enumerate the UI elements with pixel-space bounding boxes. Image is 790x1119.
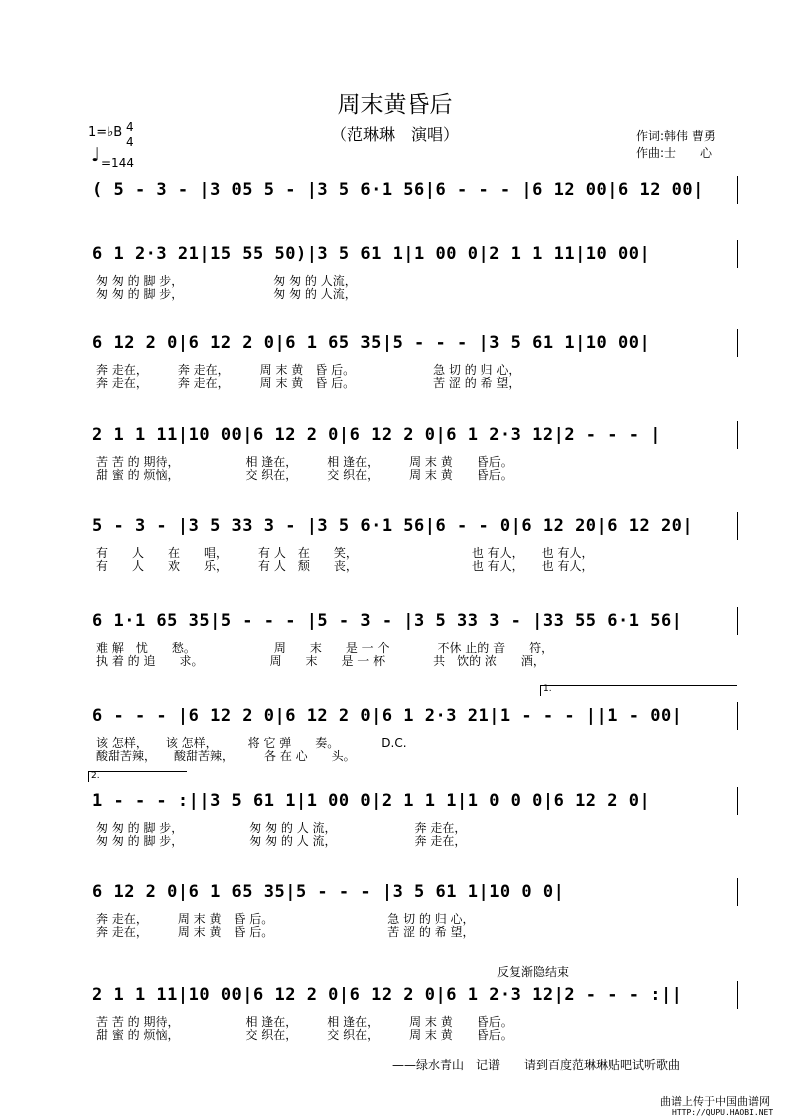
time-signature-top: 4	[126, 120, 134, 134]
lyric-line-verse-1: 奔 走在， 周 末 黄 昏 后。 急 切 的 归 心，	[96, 912, 475, 926]
lyric-line-verse-1: 匆 匆 的 脚 步， 匆 匆 的 人 流， 奔 走在，	[96, 821, 467, 835]
barline	[737, 329, 738, 357]
lyric-line-verse-2: 执 着 的 追 求。 周 末 是 一 杯 共 饮的 浓 酒，	[96, 654, 545, 668]
lyric-line-verse-1: 难 解 忧 愁。 周 末 是 一 个 不休 止的 音 符，	[96, 641, 554, 655]
barline	[737, 787, 738, 815]
performer-subtitle: （范琳琳 演唱）	[330, 125, 459, 144]
tempo-marking: =144	[101, 156, 134, 170]
barline	[737, 240, 738, 268]
notation-row: ( 5 - 3 - |3 05 5 - |3 5 6·1 56|6 - - - |6 12 00|6 12 00|	[92, 180, 704, 200]
notation-row: 2 1 1 11|10 00|6 12 2 0|6 12 2 0|6 1 2·3 12|2 - - - |	[92, 425, 661, 445]
notation-row: 6 - - - |6 12 2 0|6 12 2 0|6 1 2·3 21|1 - - - ||1 - 00|	[92, 706, 683, 726]
volta-label-1: 1.	[543, 684, 552, 694]
key-signature: 1=♭B	[88, 125, 123, 140]
volta-label-2: 2.	[91, 771, 100, 781]
barline	[737, 421, 738, 449]
quarter-note-icon: ♩	[91, 144, 100, 166]
time-signature	[126, 120, 134, 150]
barline	[737, 702, 738, 730]
lyric-line-verse-2: 酸甜苦辣， 酸甜苦辣， 各 在 心 头。	[96, 749, 356, 763]
watermark-url: HTTP://QUPU.HAOBI.NET	[672, 1108, 774, 1117]
lyric-line-verse-2: 甜 蜜 的 烦恼， 交 织在， 交 织在， 周 末 黄 昏后。	[96, 1028, 513, 1042]
lyric-line-verse-2: 奔 走在， 周 末 黄 昏 后。 苦 涩 的 希 望，	[96, 925, 475, 939]
page-title: 周末黄昏后	[337, 92, 453, 118]
barline	[737, 607, 738, 635]
barline	[737, 981, 738, 1009]
notation-row: 1 - - - :||3 5 61 1|1 00 0|2 1 1 1|1 0 0 0|6 12 2 0|	[92, 791, 651, 811]
notation-row: 2 1 1 11|10 00|6 12 2 0|6 12 2 0|6 1 2·3 12|2 - - - :||	[92, 985, 683, 1005]
footer-credit: ——绿水青山 记谱 请到百度范琳琳贴吧试听歌曲	[392, 1058, 681, 1072]
lyricist-credit: 作词:韩伟 曹勇	[636, 129, 716, 143]
lyric-line-verse-2: 奔 走在， 奔 走在， 周 末 黄 昏 后。 苦 涩 的 希 望，	[96, 376, 521, 390]
barline	[737, 512, 738, 540]
notation-row: 6 1 2·3 21|15 55 50)|3 5 61 1|1 00 0|2 1 1 11|10 00|	[92, 244, 651, 264]
lyric-line-verse-2: 有 人 欢 乐， 有 人 颓 丧， 也 有人， 也 有人，	[96, 559, 594, 573]
notation-row: 6 12 2 0|6 1 65 35|5 - - - |3 5 61 1|10 0 0|	[92, 882, 565, 902]
lyric-line-verse-1: 该 怎样， 该 怎样， 将 它 弹 奏。 D.C.	[96, 736, 407, 750]
lyric-line-verse-1: 苦 苦 的 期待， 相 逢在， 相 逢在， 周 末 黄 昏后。	[96, 1015, 513, 1029]
lyric-line-verse-1: 匆 匆 的 脚 步， 匆 匆 的 人流，	[96, 274, 357, 288]
notation-row: 6 12 2 0|6 12 2 0|6 1 65 35|5 - - - |3 5 61 1|10 00|	[92, 333, 651, 353]
watermark-text: 曲谱上传于中国曲谱网	[660, 1095, 770, 1108]
lyric-line-verse-2: 匆 匆 的 脚 步， 匆 匆 的 人 流， 奔 走在，	[96, 834, 467, 848]
notation-row: 5 - 3 - |3 5 33 3 - |3 5 6·1 56|6 - - 0|6 12 20|6 12 20|	[92, 516, 694, 536]
lyric-line-verse-1: 奔 走在， 奔 走在， 周 末 黄 昏 后。 急 切 的 归 心，	[96, 363, 521, 377]
time-signature-bottom: 4	[126, 135, 134, 149]
fade-out-annotation: 反复渐隐结束	[497, 965, 570, 979]
lyric-line-verse-2: 甜 蜜 的 烦恼， 交 织在， 交 织在， 周 末 黄 昏后。	[96, 468, 513, 482]
lyric-line-verse-2: 匆 匆 的 脚 步， 匆 匆 的 人流，	[96, 287, 357, 301]
lyric-line-verse-1: 苦 苦 的 期待， 相 逢在， 相 逢在， 周 末 黄 昏后。	[96, 455, 513, 469]
credits	[636, 128, 716, 162]
notation-row: 6 1·1 65 35|5 - - - |5 - 3 - |3 5 33 3 - |33 55 6·1 56|	[92, 611, 683, 631]
barline	[737, 878, 738, 906]
volta-bracket-2	[88, 771, 187, 782]
composer-credit: 作曲:士 心	[636, 146, 713, 160]
barline	[737, 176, 738, 204]
lyric-line-verse-1: 有 人 在 唱， 有 人 在 笑， 也 有人， 也 有人，	[96, 546, 594, 560]
volta-bracket-1	[540, 685, 737, 696]
